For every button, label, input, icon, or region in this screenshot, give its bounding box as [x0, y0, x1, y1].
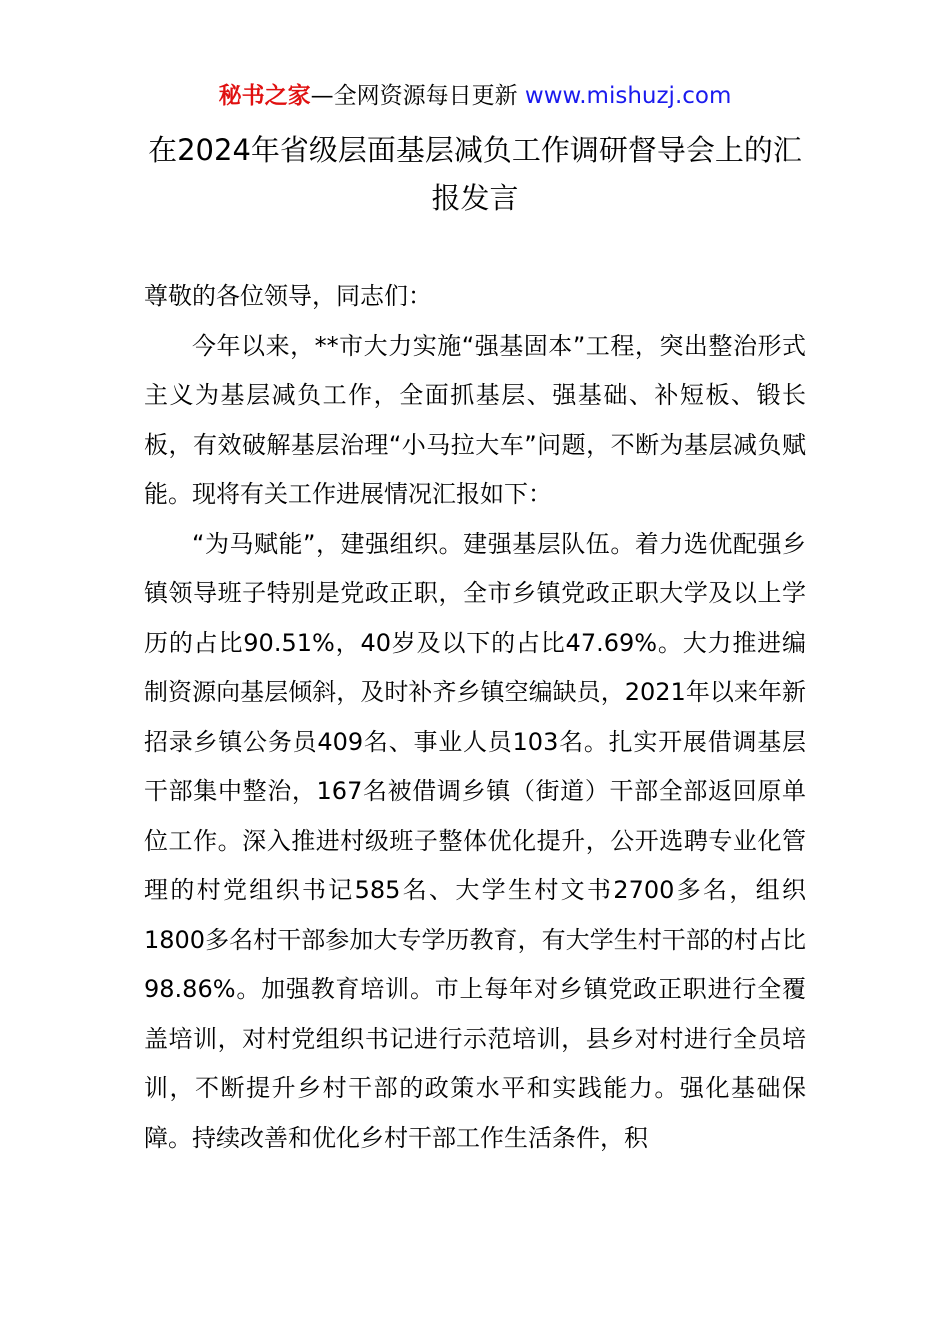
- site-url-link[interactable]: www.mishuzj.com: [524, 83, 732, 109]
- paragraph-organization: “为马赋能”，建强组织。建强基层队伍。着力选优配强乡镇领导班子特别是党政正职，全市乡镇党政正职大学及以上学历的占比90.51%，40岁及以下的占比47.69%。大力推进编制资源向基层倾斜，及时补齐乡镇空编缺员，2021年以来年新招录乡镇公务员409名、事业人员103名。扎实开展借调基层干部集中整治，167名被借调乡镇（街道）干部全部返回原单位工作。深入推进村级班子整体优化提升，公开选聘专业化管理的村党组织书记585名、大学生村文书2700多名，组织1800多名村干部参加大专学历教育，有大学生村干部的村占比98.86%。加强教育培训。市上每年对乡镇党政正职进行全覆盖培训，对村党组织书记进行示范培训，县乡对村进行全员培训，不断提升乡村干部的政策水平和实践能力。强化基础保障。持续改善和优化乡村干部工作生活条件，积: [144, 529, 806, 1152]
- banner-tagline: —全网资源每日更新: [310, 83, 518, 109]
- salutation: 尊敬的各位领导，同志们：: [144, 282, 432, 310]
- paragraph-intro: 今年以来，**市大力实施“强基固本”工程，突出整治形式主义为基层减负工作，全面抓基层、强基础、补短板、锻长板，有效破解基层治理“小马拉大车”问题，不断为基层减负赋能。现将有关工作进展情况汇报如下：: [144, 331, 806, 508]
- brand-name: 秘书之家: [218, 83, 311, 109]
- site-banner: [0, 80, 950, 112]
- document-body: [144, 272, 806, 1163]
- document-title: 在2024年省级层面基层减负工作调研督导会上的汇报发言: [148, 133, 802, 215]
